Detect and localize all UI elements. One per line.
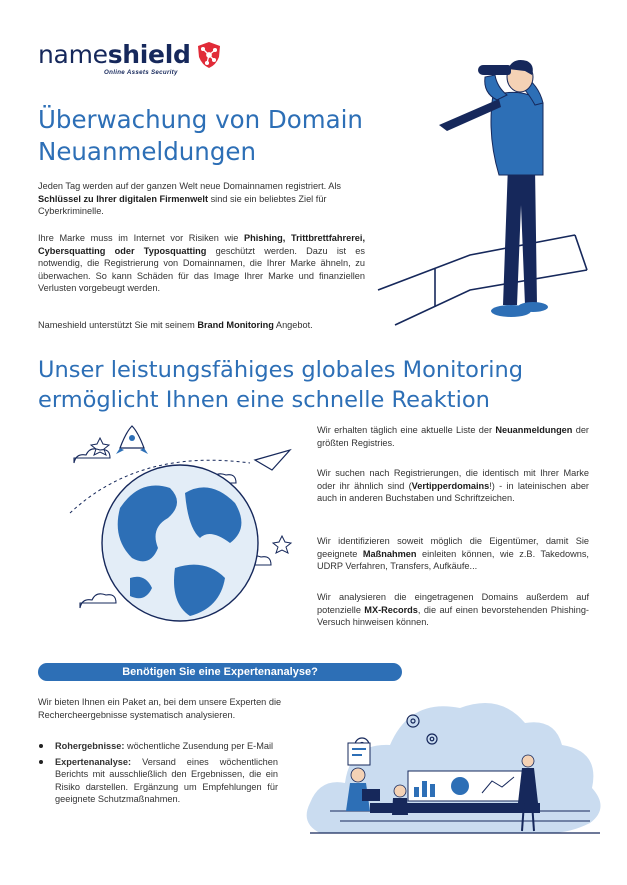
bullet-dot-icon <box>39 760 43 764</box>
section-heading-monitoring: Unser leistungsfähiges globales Monitoring ermöglicht Ihnen eine schnelle Reaktion <box>38 357 523 413</box>
list-item: Rohergebnisse: wöchentliche Zusendung per E-Mail <box>38 740 278 753</box>
nameshield-logo <box>38 40 228 80</box>
risks-paragraph: Ihre Marke muss im Internet vor Risiken wie Phishing, Trittbrettfahrerei, Cybersquatting oder Typosquatting geschützt werden. Dazu ist es notwendig, die Registrierung von Domainnamen, die Ihrer Marke ähneln, zu überwachen. So kann Schäden für das Image Ihrer Marke und finanziellen Verlusten vorgebeugt werden. <box>38 233 365 293</box>
monitoring-paragraph-3: Wir identifizieren soweit möglich die Eigentümer, damit Sie geeignete Maßnahmen einleiten können, wie z.B. Takedowns, UDRP Verfahren, Transfers, Aufkäufe... <box>317 536 589 571</box>
logo-tagline: Online Assets Security <box>104 69 178 76</box>
offer-paragraph: Nameshield unterstützt Sie mit seinem Brand Monitoring Angebot. <box>38 320 313 330</box>
monitoring-team-icon <box>300 683 610 868</box>
list-item: Expertenanalyse: Versand eines wöchentlichen Berichts mit ausschließlich den Ergebnissen, die ein Risiko darstellen. Ergänzung um Empfehlungen für geeignete Schutzmaßnahmen. <box>38 756 278 806</box>
page-title: Überwachung von Domain Neuanmeldungen <box>38 105 363 166</box>
bullet-list <box>38 740 278 809</box>
package-paragraph: Wir bieten Ihnen ein Paket an, bei dem unsere Experten die Rechercheergebnisse systematisch analysieren. <box>38 697 282 720</box>
monitoring-paragraph-4: Wir analysieren die eingetragenen Domains außerdem auf potenzielle MX-Records, die auf einen bevorstehenden Phishing-Versuch hinweisen können. <box>317 592 589 627</box>
monitoring-paragraph-1: Wir erhalten täglich eine aktuelle Liste der Neuanmeldungen der größten Registries. <box>317 425 589 448</box>
monitoring-paragraph-2: Wir suchen nach Registrierungen, die identisch mit Ihrer Marke oder ihr ähnlich sind (Vertipperdomains!) - in lateinischen aber auch in anderen Buchstaben und Schriftzeichen. <box>317 468 589 503</box>
binoculars-man-icon <box>375 55 590 330</box>
intro-paragraph: Jeden Tag werden auf der ganzen Welt neue Domainnamen registriert. Als Schlüssel zu Ihrer digitalen Firmenwelt sind sie ein beliebtes Ziel für Cyberkriminelle. <box>38 181 342 216</box>
logo-wordmark: nameshield <box>38 40 191 69</box>
bullet-dot-icon <box>39 744 43 748</box>
nameshield-mark-icon <box>196 41 222 69</box>
globe-rocket-icon <box>60 418 305 643</box>
expert-analysis-banner: Benötigen Sie eine Expertenanalyse? <box>38 663 402 681</box>
